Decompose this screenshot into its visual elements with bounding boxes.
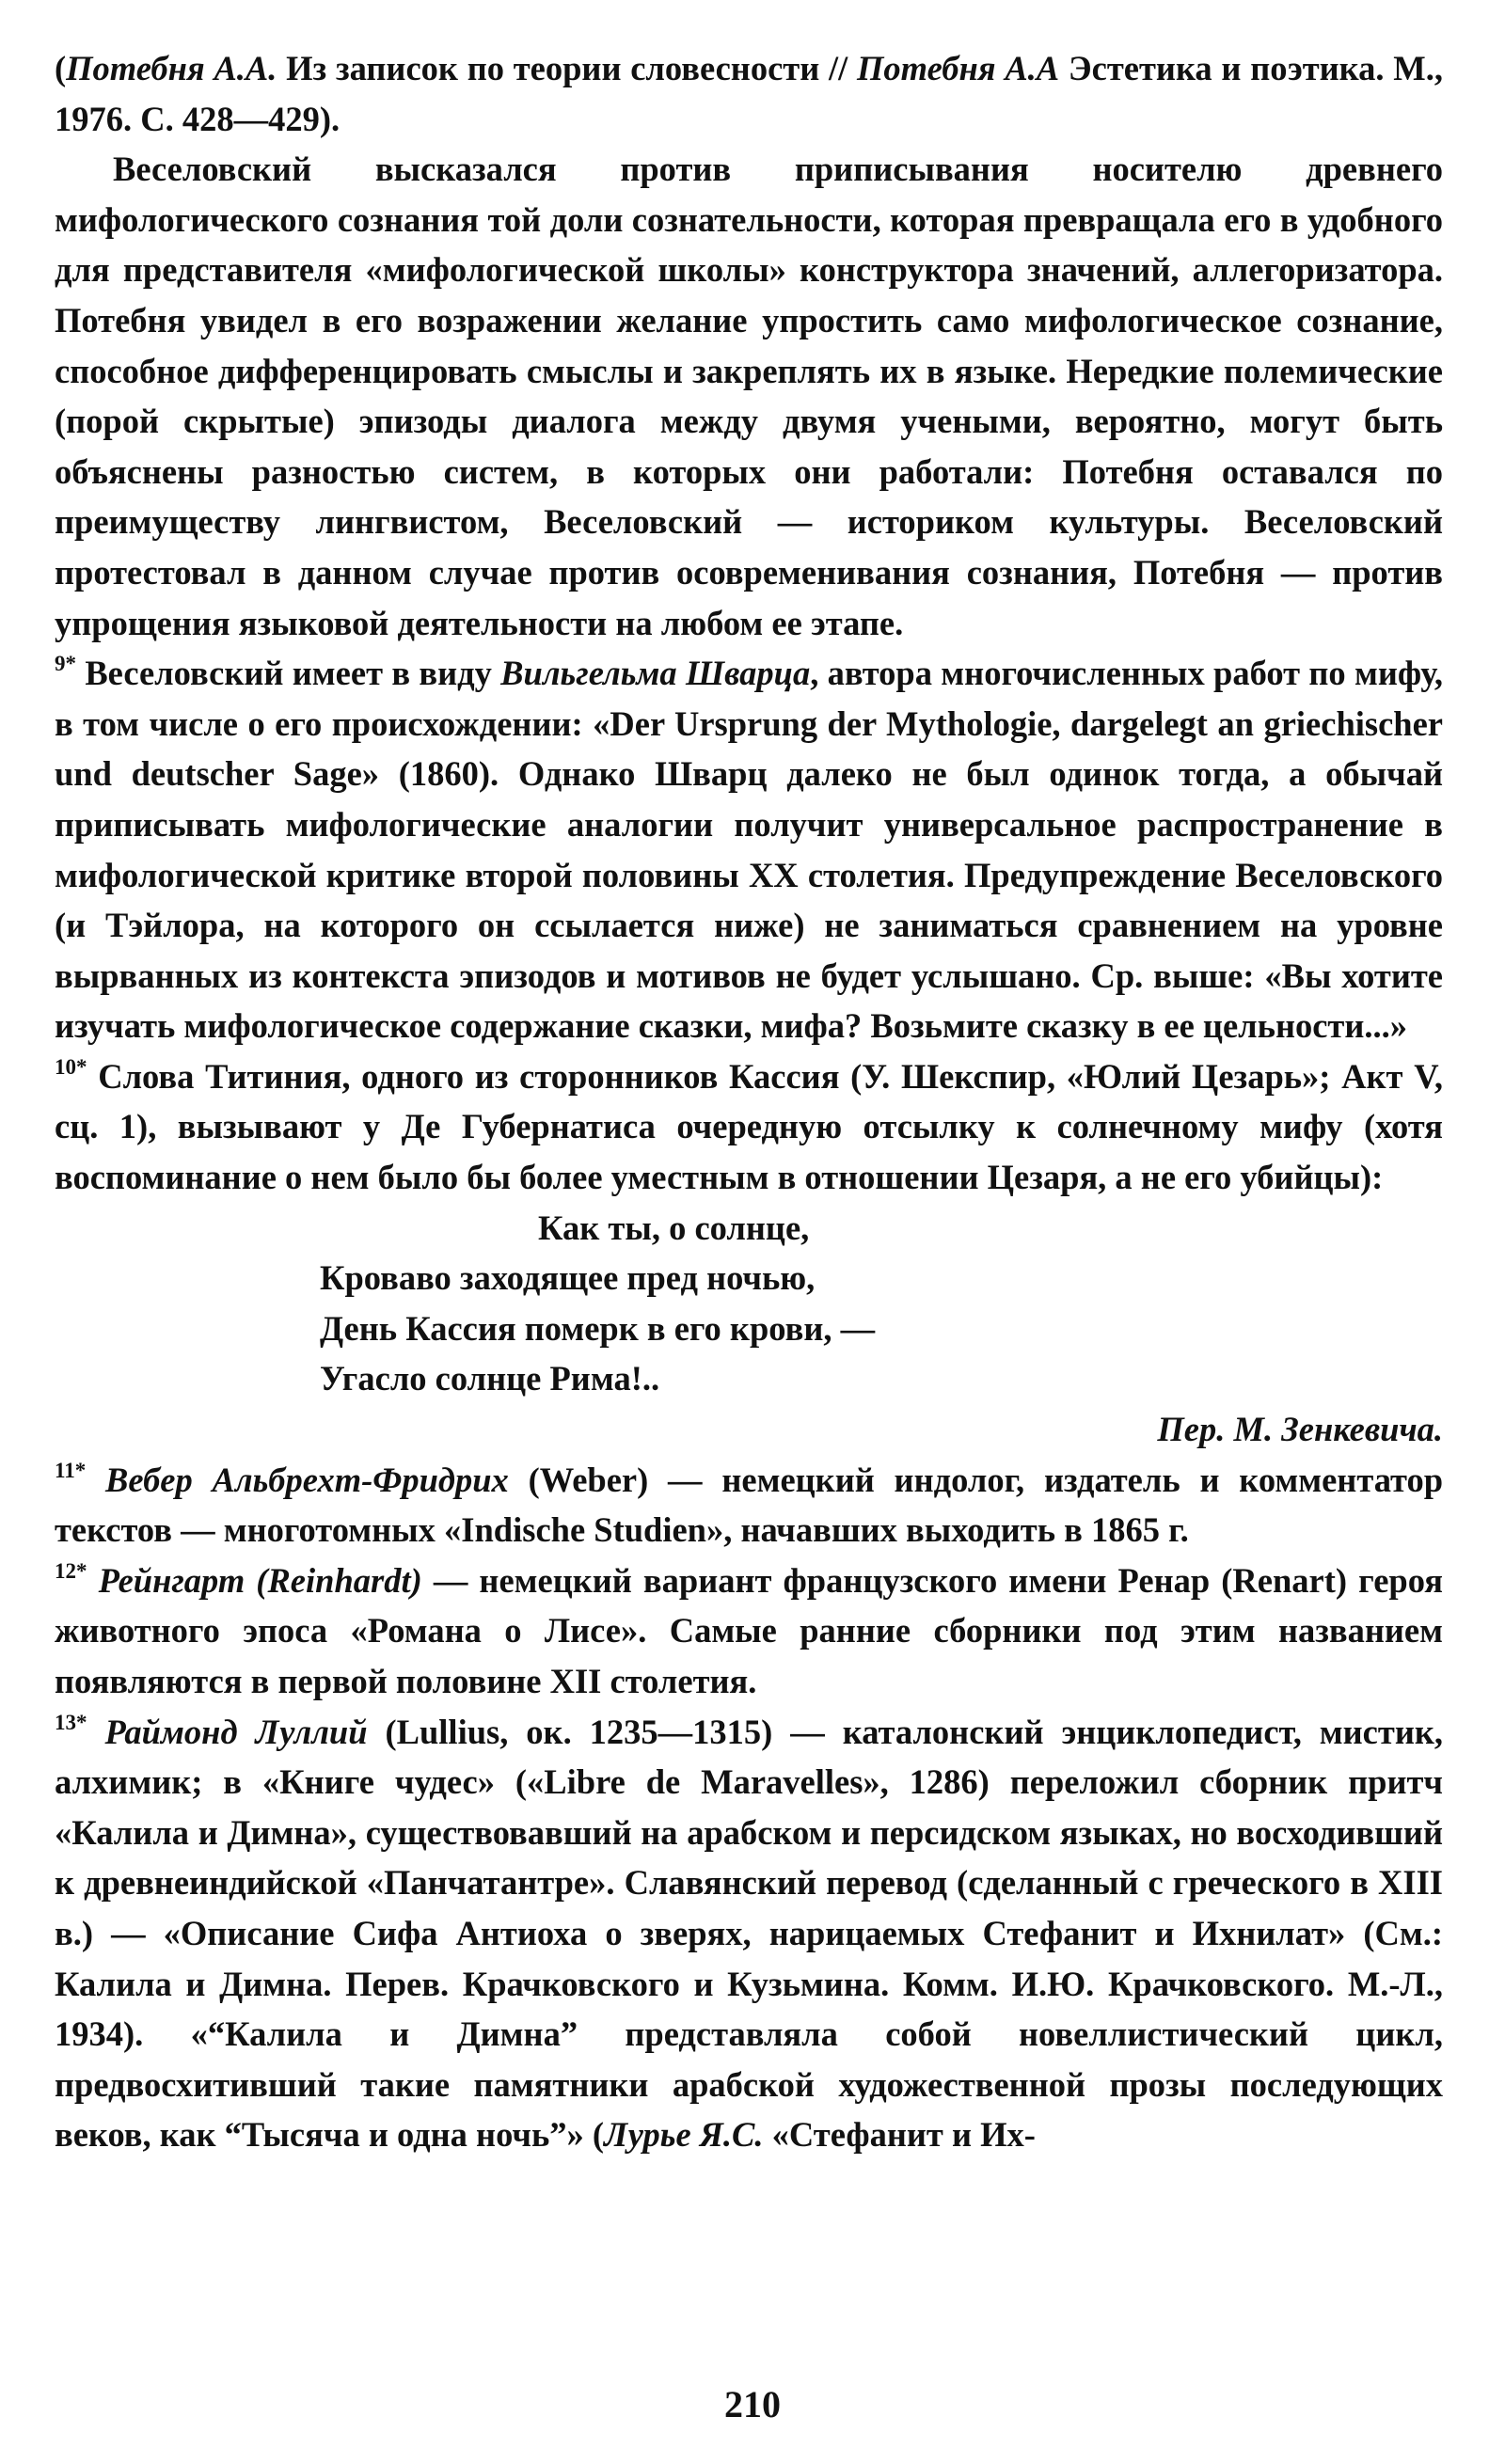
poem-line: Кроваво заходящее пред ночью, [320,1258,816,1298]
intro-citation [55,43,1443,144]
footnote-9-name: Вильгельма Шварца [500,654,811,693]
footnote-9-pre: Веселовский имеет в виду [76,654,501,693]
poem-quote [320,1203,1443,1404]
intro-author-second: Потебня А.А [857,49,1060,87]
intro-title: Из записок по теории словесности // [277,49,858,87]
footnote-10-text: Слова Титиния, одного из сторонников Кассия (У. Шекспир, «Юлий Цезарь»; Акт V, сц. 1), вызывают у Де Губернатиса очередную отсылку к солнечному мифу (хотя воспоминание о нем было бы более уместным в отношении Цезаря, а не его убийцы): [55,1056,1443,1197]
poem-line: Как ты, о солнце, [538,1208,810,1247]
footnote-13-author: Лурье Я.С. [604,2115,764,2155]
footnote-9-marker: 9* [55,652,76,676]
footnote-12-name: Рейнгарт (Reinhardt) [98,1560,422,1600]
footnote-13 [55,1707,1443,2160]
footnote-12-marker: 12* [55,1558,87,1583]
footnote-12-text: — немецкий вариант французского имени Ренар (Renart) героя животного эпоса «Романа о Лисе». Самые ранние сборники под этим названием появляются в первой половине XII столетия. [55,1560,1443,1700]
footnote-11-text: (Weber) — немецкий индолог, издатель и комментатор текстов — многотомных «Indische Studien», начавших выходить в 1865 г. [55,1460,1444,1550]
intro-author: Потебня А.А. [66,49,277,87]
footnote-13-text: (Lullius, ок. 1235—1315) — каталонский энциклопедист, мистик, алхимик; в «Книге чудес» («Libre de Maravelles», 1286) переложил сборник притч «Калила и Димна», существовавший на арабском и персидском языках, но восходивший к древнеиндийской «Панчатантре». Славянский перевод (сделанный с греческого в XIII в.) — «Описание Сифа Антиоха о зверях, нарицаемых Стефанит и Ихнилат» (См.: Калила и Димна. Перев. Крачковского и Кузьмина. Комм. И.Ю. Крачковского. М.-Л., 1934). «“Калила и Димна” представляла собой новеллистический цикл, предвосхитивший такие памятники арабской художественной прозы последующих веков, как “Тысяча и одна ночь”» ( [55,1712,1443,2155]
intro-open: ( [55,49,67,87]
footnote-11-marker: 11* [55,1458,87,1482]
footnote-13-tail: «Стефанит и Их- [763,2115,1036,2155]
page-number: 210 [724,2383,781,2425]
poem-line: Угасло солнце Рима!.. [320,1359,660,1398]
footnote-11 [55,1455,1443,1556]
footnote-13-marker: 13* [55,1710,87,1734]
footnote-9 [55,648,1443,1051]
translator-credit: Пер. М. Зенкевича. [1157,1410,1443,1449]
footnote-10 [55,1051,1443,1203]
intro-rest: Эстетика и поэтика. М., 1976. С. 428—429). [55,49,1443,138]
footnote-9-text: , автора многочисленных работ по мифу, в том числе о его происхождении: «Der Ursprung der Mythologie, dargelegt an griechischer und deutscher Sage» (1860). Однако Шварц далеко не был одинок тогда, а обычай приписывать мифологические аналогии получит универсальное распространение в мифологической критике второй половины XX столетия. Предупреждение Веселовского (и Тэйлора, на которого он ссылается ниже) не заниматься сравнением на уровне вырванных из контекста эпизодов и мотивов не будет услышано. Ср. выше: «Вы хотите изучать мифологическое содержание сказки, мифа? Возьмите сказку в ее цельности...» [55,654,1443,1046]
footnote-13-name: Раймонд Луллий [104,1712,368,1751]
body-paragraph: Веселовский высказался против приписывания носителю древнего мифологического сознания той доли сознательности, которая превращала его в удобного для представителя «мифологической школы» конструктора значений, аллегоризатора. Потебня увидел в его возражении желание упростить само мифологическое сознание, способное дифференцировать смыслы и закреплять их в языке. Нередкие полемические (порой скрытые) эпизоды диалога между двумя учеными, вероятно, могут быть объяснены разностью систем, в которых они работали: Потебня оставался по преимуществу лингвистом, Веселовский — историком культуры. Веселовский протестовал в данном случае против осовременивания сознания, Потебня — против упрощения языковой деятельности на любом ее этапе. [55,150,1443,642]
poem-line: День Кассия померк в его крови, — [320,1308,876,1348]
footnote-10-marker: 10* [55,1054,87,1079]
footnote-11-name: Вебер Альбрехт-Фридрих [105,1460,509,1499]
footnote-12 [55,1556,1443,1707]
